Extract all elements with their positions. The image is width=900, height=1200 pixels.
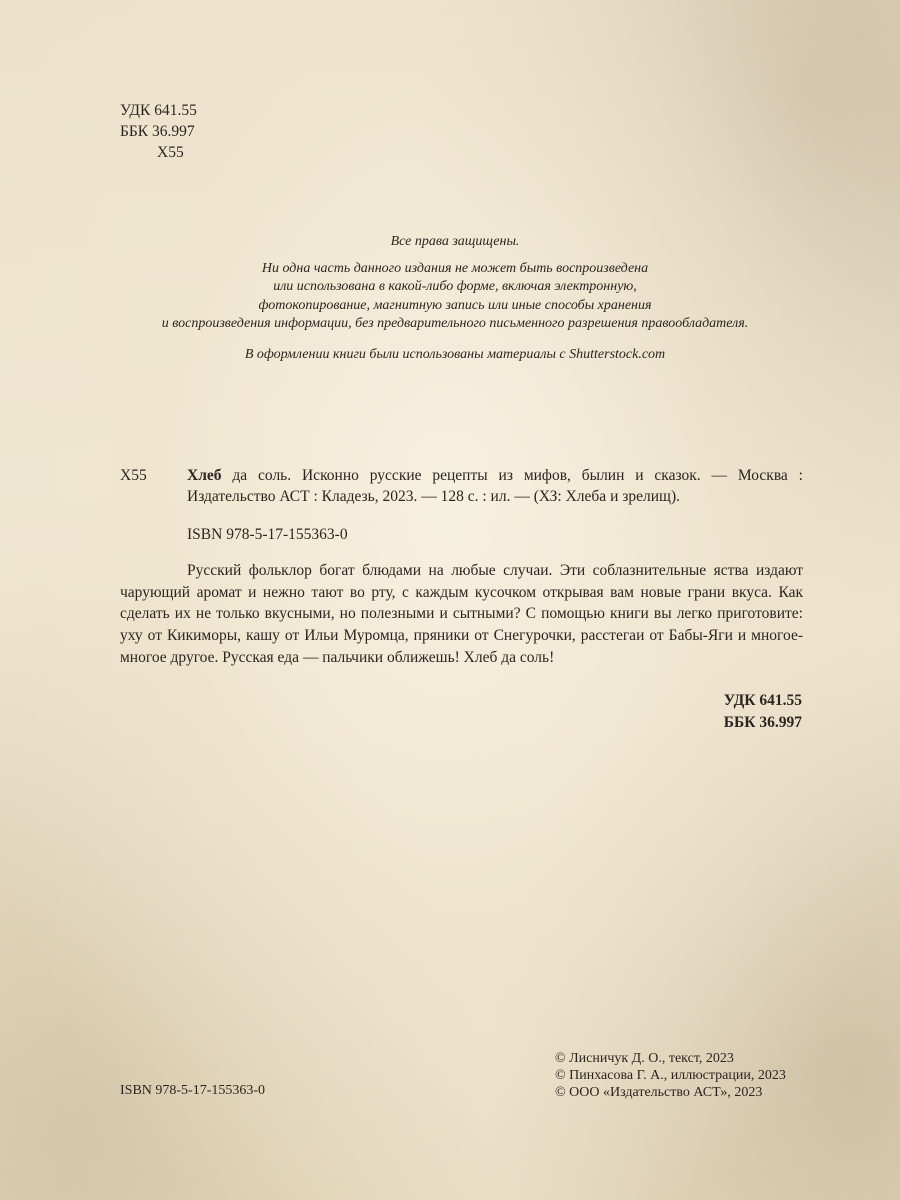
udk-code-bottom: УДК 641.55	[723, 692, 802, 709]
rights-reserved: Все права защищены.	[390, 234, 520, 249]
copyright-illustrations: © Пинхасова Г. А., иллюстрации, 2023	[555, 1068, 786, 1083]
rights-line-3: фотокопирование, магнитную запись или иные способы хранения	[258, 297, 652, 313]
bbk-code-bottom: ББК 36.997	[723, 714, 802, 731]
rights-line-4: и воспроизведения информации, без предварительного письменного разрешения правообладателя.	[161, 316, 749, 331]
annotation	[120, 560, 803, 669]
bbk-code: ББК 36.997	[120, 123, 195, 140]
isbn-footer: ISBN 978-5-17-155363-0	[120, 1083, 266, 1098]
copyright-notice	[120, 233, 790, 364]
biblio-title: Хлеб	[187, 467, 222, 484]
biblio-description	[187, 465, 803, 507]
author-sign: Х55	[157, 144, 184, 161]
udk-code: УДК 641.55	[120, 102, 197, 119]
classification-block-bottom	[724, 690, 802, 734]
classification-block-top	[120, 100, 197, 163]
materials-credit: В оформлении книги были использованы материалы с Shutterstock.com	[244, 346, 666, 362]
rights-line-2: или использована в какой-либо форме, включая электронную,	[273, 279, 637, 294]
bibliographic-record	[120, 465, 803, 507]
copyright-publisher: © ООО «Издательство АСТ», 2023	[555, 1085, 763, 1100]
copyright-holders	[555, 1050, 786, 1101]
biblio-author-sign: Х55	[120, 467, 147, 484]
annotation-text: Русский фольклор богат блюдами на любые случаи. Эти соблазнительные яства издают чарующий аромат и нежно тают во рту, с каждым кусочком открывая вам новые грани вкуса. Как сделать их не только вкусными, но полезными и сытными? С помощью книги вы легко приготовите: уху от Кикиморы, кашу от Ильи Муромца, пряники от Снегурочки, расстегаи от Бабы-Яги и многое-многое другое. Русская еда — пальчики оближешь! Хлеб да соль!	[120, 562, 803, 666]
biblio-rest: да соль. Исконно русские рецепты из мифов, былин и сказок. — Москва : Издательство АСТ : Кладезь, 2023. — 128 с. : ил. — (ХЗ: Хлеба и зрелищ).	[187, 467, 803, 505]
rights-line-1: Ни одна часть данного издания не может быть воспроизведена	[261, 260, 649, 276]
isbn-record: ISBN 978-5-17-155363-0	[187, 526, 348, 543]
copyright-text: © Лисничук Д. О., текст, 2023	[555, 1051, 734, 1066]
